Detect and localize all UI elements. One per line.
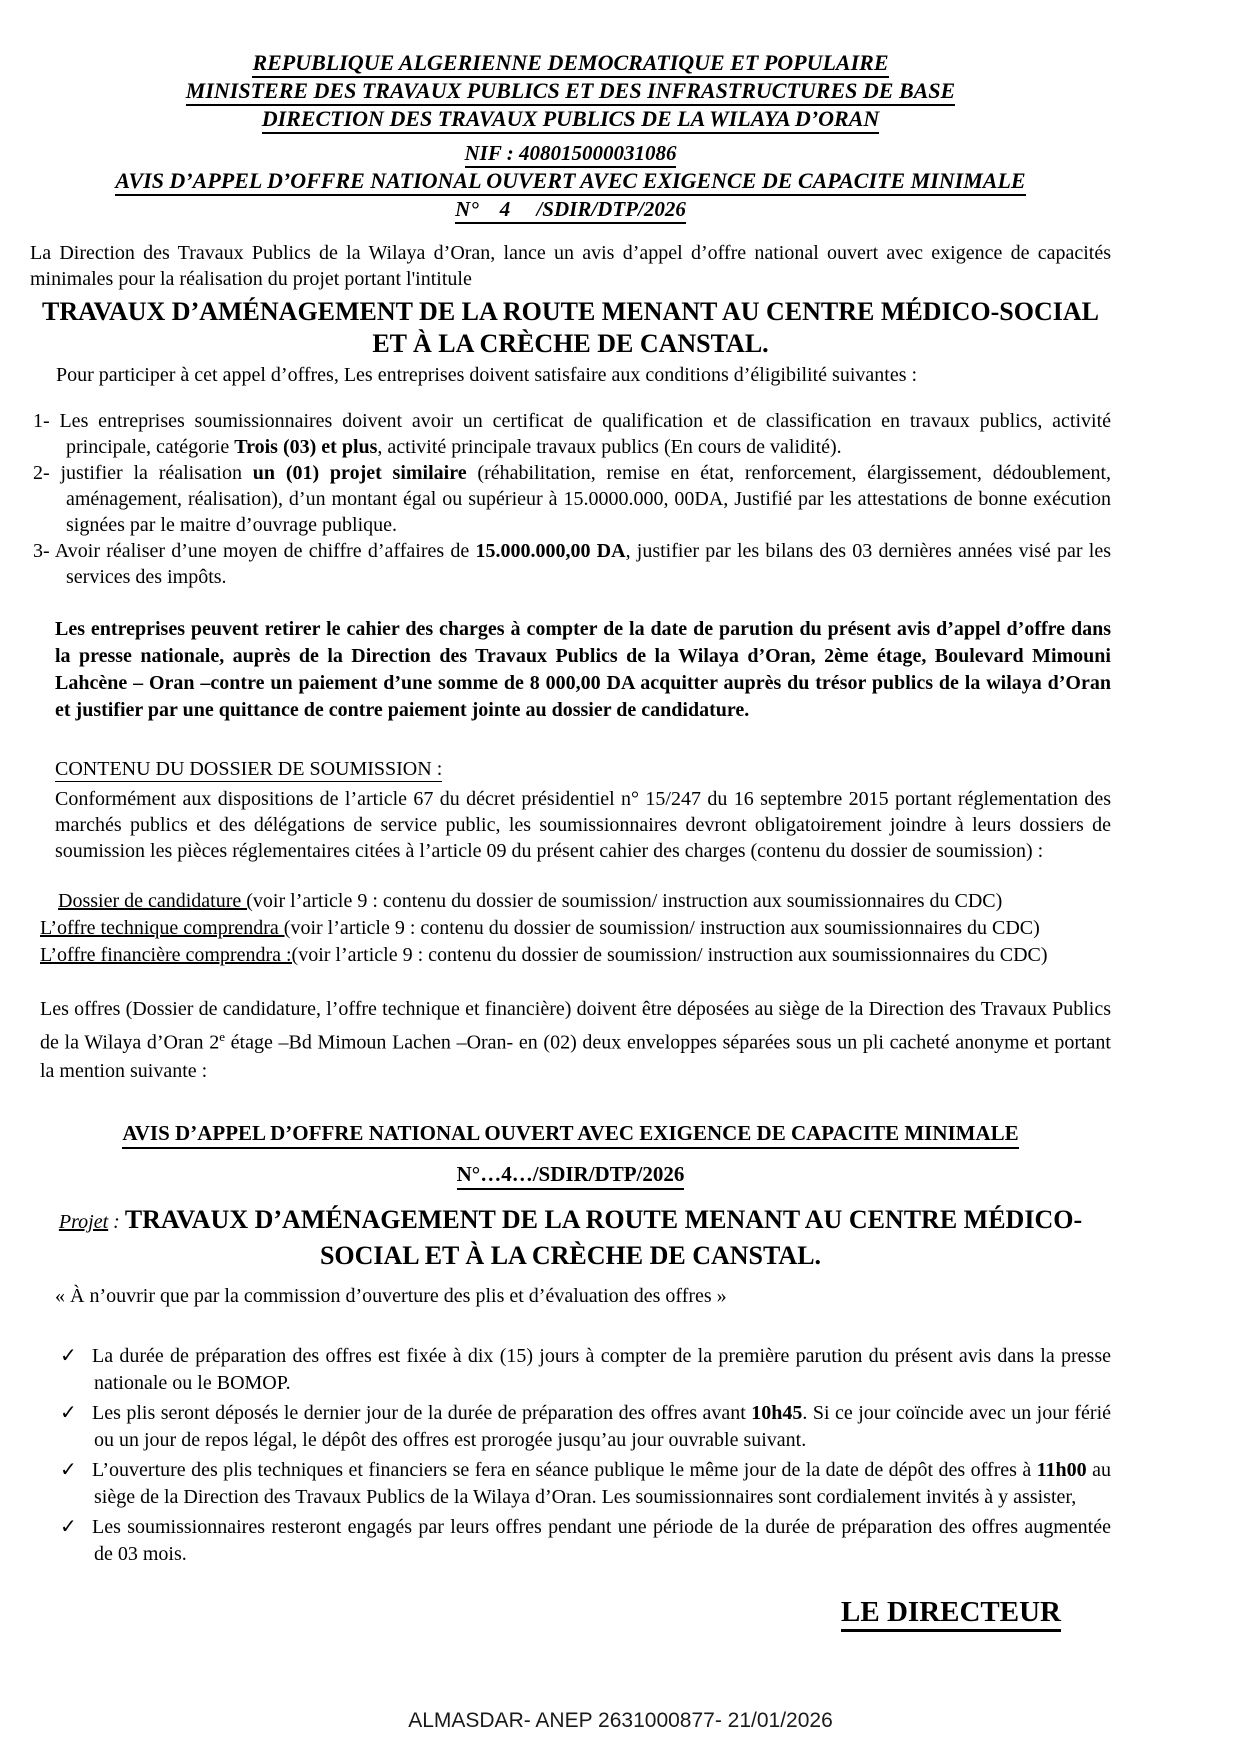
eligibility-intro: Pour participer à cet appel d’offres, Les entreprises doivent satisfaire aux conditions d’éligibilité suivantes :	[56, 364, 918, 386]
project-title-line1: TRAVAUX D’AMÉNAGEMENT DE LA ROUTE MENANT AU CENTRE MÉDICO-SOCIAL	[42, 297, 1099, 326]
checkmark-icon: ✓	[60, 1401, 77, 1424]
projet-label: Projet	[58, 1210, 109, 1233]
dossier-components-list	[30, 888, 1111, 969]
header-nif: NIF : 408015000031086	[30, 140, 1111, 166]
opening-commission-note: « À n’ouvrir que par la commission d’ouverture des plis et d’évaluation des offres »	[55, 1284, 727, 1307]
check-item-deposit-time: ✓ Les plis seront déposés le dernier jour de la durée de préparation des offres avant 10h45. Si ce jour coïncide avec un jour férié ou un jour de repos légal, le dépôt des offres est prorogée jusqu’au jour ouvrable suivant.	[60, 1401, 1111, 1451]
dossier-regulation-paragraph: Conformément aux dispositions de l’article 67 du décret présidentiel n° 15/247 du 16 septembre 2015 portant réglementation des marchés publics et des délégations de service public, les soumissionnaires devront obligatoirement joindre à leurs dossiers de soumission les pièces réglementaires citées à l’article 09 du présent cahier des charges (contenu du dossier de soumission) :	[55, 788, 1111, 862]
mention-project-title	[30, 1203, 1111, 1273]
condition-item-3: 3- Avoir réaliser d’une moyen de chiffre d’affaires de 15.000.000,00 DA, justifier par les bilans des 03 dernières années visé par les services des impôts.	[33, 540, 1111, 588]
intro-paragraph: La Direction des Travaux Publics de la Wilaya d’Oran, lance un avis d’appel d’offre national ouvert avec exigence de capacités minimales pour la réalisation du projet portant l'intitule	[30, 242, 1111, 290]
header-ministry-line: MINISTERE DES TRAVAUX PUBLICS ET DES INFRASTRUCTURES DE BASE	[30, 78, 1111, 104]
document-header	[30, 50, 1111, 222]
check-item-duration: ✓ La durée de préparation des offres est fixée à dix (15) jours à compter de la première parution du présent avis dans la presse nationale ou le BOMOP.	[60, 1344, 1111, 1394]
conditions-list	[30, 408, 1111, 590]
cahier-retrait-paragraph: Les entreprises peuvent retirer le cahier des charges à compter de la date de parution du présent avis d’appel d’offre dans la presse nationale, auprès de la Direction des Travaux Publics de la Wilaya d’Oran, 2ème étage, Boulevard Mimouni Lahcène – Oran –contre un paiement d’une somme de 8 000,00 DA acquitter auprès du trésor publics de la wilaya d’Oran et justifier par une quittance de contre paiement jointe au dossier de candidature.	[55, 618, 1111, 721]
mention-avis-title: AVIS D’APPEL D’OFFRE NATIONAL OUVERT AVEC EXIGENCE DE CAPACITE MINIMALE	[30, 1121, 1111, 1146]
mention-reference-number: N°…4…/SDIR/DTP/2026	[30, 1162, 1111, 1187]
project-title	[30, 296, 1111, 360]
checkmark-icon: ✓	[60, 1458, 77, 1481]
header-direction-line: DIRECTION DES TRAVAUX PUBLICS DE LA WILAYA D’ORAN	[30, 106, 1111, 132]
checkmark-icon: ✓	[60, 1344, 77, 1367]
dossier-section-heading: CONTENU DU DOSSIER DE SOUMISSION :	[55, 758, 443, 780]
superscript-e: e	[219, 1029, 225, 1044]
dossier-line-technique: L’offre technique comprendra (voir l’article 9 : contenu du dossier de soumission/ instruction aux soumissionnaires du CDC)	[40, 917, 1040, 939]
dossier-line-financiere: L’offre financière comprendra :(voir l’article 9 : contenu du dossier de soumission/ instruction aux soumissionnaires du CDC)	[40, 944, 1048, 966]
publication-footer: ALMASDAR- ANEP 2631000877- 21/01/2026	[408, 1709, 833, 1732]
project-title-line2: ET À LA CRÈCHE DE CANSTAL.	[372, 329, 769, 358]
mention-project-line1: Projet : TRAVAUX D’AMÉNAGEMENT DE LA ROUTE MENANT AU CENTRE MÉDICO-	[58, 1204, 1083, 1234]
checkmark-icon: ✓	[60, 1515, 77, 1538]
depot-paragraph: Les offres (Dossier de candidature, l’offre technique et financière) doivent être déposées au siège de la Direction des Travaux Publics de la Wilaya d’Oran 2e étage –Bd Mimoun Lachen –Oran- en (02) deux enveloppes séparées sous un pli cacheté anonyme et portant la mention suivante :	[40, 998, 1111, 1082]
header-republic-line: REPUBLIQUE ALGERIENNE DEMOCRATIQUE ET POPULAIRE	[30, 50, 1111, 76]
check-item-engagement: ✓ Les soumissionnaires resteront engagés par leurs offres pendant une période de la durée de préparation des offres augmentée de 03 mois.	[60, 1515, 1111, 1565]
dossier-line-candidature: Dossier de candidature (voir l’article 9 : contenu du dossier de soumission/ instruction aux soumissionnaires du CDC)	[58, 890, 1003, 912]
header-reference-number: N° 4 /SDIR/DTP/2026	[30, 196, 1111, 222]
mention-project-line2: SOCIAL ET À LA CRÈCHE DE CANSTAL.	[319, 1240, 822, 1270]
check-item-opening-session: ✓ L’ouverture des plis techniques et financiers se fera en séance publique le même jour de la date de dépôt des offres à 11h00 au siège de la Direction des Travaux Publics de la Wilaya d’Oran. Les soumissionnaires sont cordialement invités à y assister,	[60, 1458, 1111, 1508]
condition-item-1: 1- Les entreprises soumissionnaires doivent avoir un certificat de qualification et de classification en travaux publics, activité principale, catégorie Trois (03) et plus, activité principale travaux publics (En cours de validité).	[33, 410, 1111, 458]
conditions-checklist	[30, 1343, 1111, 1568]
condition-item-2: 2- justifier la réalisation un (01) projet similaire (réhabilitation, remise en état, renforcement, élargissement, dédoublement, aménagement, réalisation), d’un montant égal ou supérieur à 15.0000.000, 00DA, Justifié par les attestations de bonne exécution signées par le maitre d’ouvrage publique.	[33, 462, 1111, 536]
director-signature: LE DIRECTEUR	[30, 1596, 1061, 1629]
header-avis-title: AVIS D’APPEL D’OFFRE NATIONAL OUVERT AVEC EXIGENCE DE CAPACITE MINIMALE	[30, 168, 1111, 194]
